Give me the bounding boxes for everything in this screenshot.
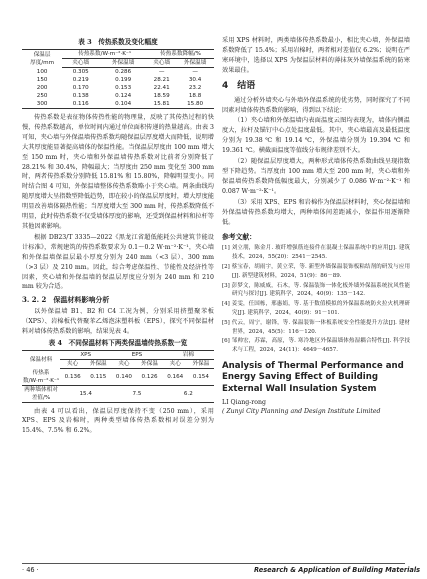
table3-head-thickness bbox=[22, 50, 62, 68]
table-cell: 0.199 bbox=[115, 77, 132, 83]
footer-rule bbox=[22, 563, 405, 564]
table4-caption: 表 4 不同保温材料下两类保温墙传热系数一览 bbox=[48, 339, 188, 348]
table4-row-label: 两种墙体相对差值/% bbox=[22, 385, 60, 402]
journal-name: Research & Application of Building Materials bbox=[254, 566, 421, 574]
table-cell: 30.4 bbox=[188, 77, 202, 83]
table-cell: 100 bbox=[36, 68, 48, 75]
table4-group: EPS bbox=[111, 351, 162, 360]
table-cell: 0.305 bbox=[72, 69, 89, 75]
table-row bbox=[22, 68, 214, 77]
table-row bbox=[22, 369, 214, 386]
table4 bbox=[22, 350, 214, 403]
body-paragraph: 传热系数是表征物体传热性能的物理量，反映了其传热过程的快慢，传热系数越高，单位时间内通过单位面积传递的热量越高。由表 3 可知，夹心墙与外保温墙传热系数均随保温层厚度增大而降低，说明增大其厚度能显著提高墙体的保温性能。当保温层厚度由 100 mm 增大至 150 mm 时，夹心墙和外保温墙传热系数对比前者分别降低了 28.21% 和 30.4%，降幅最大；当厚度由 250 mm 变化至 300 mm 时，两者传热系数分别降低 15.81% 和 15.80%，降幅明显变小。同时结合图 4 可知，外保温墙整体传热系数略小于夹心墙。两条曲线均随厚度增大呈指数型降低趋势，即在较小的保温层厚度时，增大厚度能明显改善墙体隔热性能；当厚度增大至 300 mm 时，传热系数降低不明显，此时传热系数不仅受墙体厚度的影响，还受到保温材料和拉杆等其他因素影响。 bbox=[22, 114, 214, 230]
reference-item: [1] 刘立朋，陈金月. 玻纤增强筋连接件在混凝土保温系统中的应用[J]. 建筑技术，2024，55(20)：2541－2545. bbox=[222, 245, 410, 261]
page-number: · 46 · bbox=[22, 566, 39, 574]
table4-sub: 外保温 bbox=[85, 360, 111, 369]
table3-sub: 外保温墙 bbox=[176, 59, 214, 68]
table-cell: 0.153 bbox=[115, 85, 132, 91]
table-cell: 0.104 bbox=[99, 100, 147, 109]
table-cell: 0.219 bbox=[72, 77, 89, 83]
reference-item: [6] 邹帅宏，苏霖，高原，等. 寒冷地区外保温墙体热湿耦合特性[J]. 科学技术与工程，2024，24(11)：4649－4657. bbox=[222, 338, 410, 354]
table3 bbox=[22, 49, 214, 109]
table4-sub: 外保温 bbox=[136, 360, 162, 369]
table-row bbox=[22, 100, 214, 109]
table-cell: 0.138 bbox=[72, 93, 89, 99]
table-cell: — bbox=[192, 69, 198, 75]
table-cell: 22.41 bbox=[153, 85, 170, 91]
table-cell: — bbox=[158, 69, 165, 75]
table-cell: 7.5 bbox=[111, 385, 162, 402]
table-cell: 0.140 bbox=[111, 369, 136, 386]
reference-item: [5] 代云，周宁，谢锋，等. 保温装饰一体板系统安全性能提升方法[J]. 建材世界，2024，45(5)：116－120. bbox=[222, 319, 410, 335]
table-cell: 15.4 bbox=[60, 385, 111, 402]
table-cell: 0.136 bbox=[60, 369, 85, 386]
table-row bbox=[22, 385, 214, 402]
table3-sub: 夹心墙 bbox=[147, 59, 176, 68]
table3-sub: 外保温墙 bbox=[99, 59, 147, 68]
english-institution: ( Zunyi City Planning and Design Institute Limited bbox=[222, 408, 381, 416]
table4-sub: 外保温 bbox=[188, 360, 214, 369]
table-cell: 0.170 bbox=[72, 85, 89, 91]
body-paragraph: 采用 XPS 材料时，两类墙体传热系数最小，相比夹心墙，外保温墙系数降低了 15.4%；采用岩棉时，两者相对差值仅 6.2%；说明在严寒环境中，选择以 XPS 为保温层材料的薄抹灰外墙保温系统的防寒效果最佳。 bbox=[222, 37, 410, 74]
table3-head-group2: 传热系数降幅/% bbox=[147, 50, 214, 59]
left-column bbox=[22, 36, 214, 437]
reference-item: [2] 蔡宝春，胡雨宇，黄立荣，等. 新型外墙保温装饰板粘结剂的研发与应用[J]. 新型建筑材料，2024，51(9)：86－89. bbox=[222, 264, 410, 279]
table-cell: 15.80 bbox=[176, 100, 214, 109]
table-row bbox=[22, 76, 214, 84]
table-cell: 200 bbox=[36, 85, 48, 91]
table4-row-label: 传热系数/W·m⁻²·K⁻¹ bbox=[23, 369, 60, 384]
table-cell: 18.8 bbox=[188, 93, 202, 99]
table-cell: 300 bbox=[22, 100, 62, 109]
table-cell: 0.115 bbox=[85, 369, 111, 386]
english-title: Analysis of Thermal Performance and Energy Saving Effect of Building External Wall Insulation System bbox=[222, 360, 404, 394]
reference-item: [4] 姜雯，任国栋，邢惠娟，等. 基于数值模拟的外保温系统防火拉火机理研究[J]. 建筑科学，2024，40(9)：91－101. bbox=[222, 301, 410, 316]
table-cell: 0.116 bbox=[62, 100, 99, 109]
table-cell: 15.81 bbox=[147, 100, 176, 109]
body-paragraph: 以外保温墙 B1、B2 和 C4 工况为例，分别采用挤塑聚苯板（XPS）、岩棉板代替聚苯乙烯泡沫塑料板（EPS），探究不同保温材料对墙体传热系数的影响，结果见表 4。 bbox=[22, 308, 214, 336]
body-paragraph: 根据 DB23/T 3335—2022《黑龙江省超低能耗公共建筑节能设计标准》，常规建筑的传热系数要求为 0.1～0.2 W·m⁻²·K⁻¹，夹心墙和外保温墙保温层最小厚度分别为 240 mm（<3 层）、300 mm（>3 层）及 210 mm。因此，综合考虑保温性、节能性及经济性等因素，夹心墙和外保温墙的保温层厚度应分别为 240 mm 和 210 mm 较为合适。 bbox=[22, 233, 214, 291]
table-row bbox=[22, 92, 214, 100]
right-column bbox=[222, 36, 410, 416]
table3-head-thickness-line1: 保温层 bbox=[33, 51, 51, 58]
table-cell: 0.286 bbox=[115, 69, 132, 75]
references-heading: 参考文献： bbox=[222, 233, 256, 242]
table3-head-group1: 传热系数/W·m⁻²·K⁻¹ bbox=[62, 50, 147, 59]
body-paragraph: 通过分析外墙夹心与外墙外保温系统的优劣势，同时探究了不同因素对墙体传热系数的影响，得到以下结论： bbox=[222, 96, 410, 114]
table-cell: 150 bbox=[36, 77, 48, 83]
table3-caption: 表 3 传热系数及变化幅度 bbox=[78, 38, 158, 46]
table-cell: 23.2 bbox=[188, 85, 202, 91]
table4-sub: 夹心 bbox=[111, 360, 136, 369]
conclusion-point: （2）随保温层厚度增大，两种形式墙体传热系数曲线呈现指数型下降趋势。当厚度由 100 mm 增大至 200 mm 时，夹心墙和外保温墙传热系数降低幅度最大，分别减少了 0.086 W·m⁻²·K⁻¹ 和 0.087 W·m⁻²·K⁻¹。 bbox=[222, 158, 410, 195]
table4-head-type: 保温材料 bbox=[22, 351, 60, 369]
table-cell: 6.2 bbox=[163, 385, 214, 402]
page-footer bbox=[0, 566, 427, 579]
conclusion-point: （1）夹心墙和外保温墙内表面温度云图均表现为，墙体内侧温度大，拉杆及锚钉中心点处温度最低。其中，夹心墙最高及最低温度分别为 19.38 ℃ 和 19.14 ℃，外保温墙分别为 19.394 ℃ 和 19.361 ℃。横截面温度等值线分布规律差别不大。 bbox=[222, 117, 410, 155]
table-cell: 250 bbox=[36, 93, 48, 99]
table3-body bbox=[22, 68, 214, 109]
table4-group: XPS bbox=[60, 351, 111, 360]
section-heading-4: 4 结语 bbox=[222, 80, 256, 91]
table-cell: 0.124 bbox=[115, 93, 132, 99]
body-paragraph: 由表 4 可以看出，保温层厚度保持不变（250 mm），采用 XPS、EPS 及岩棉时，两种类型墙体传热系数相对误差分别为 15.4%、7.5% 和 6.2%。 bbox=[22, 407, 214, 435]
table-cell: 18.59 bbox=[153, 93, 170, 99]
reference-item: [3] 彭梦文，陈威威，石木，等. 保温装饰一体化板外墙外保温系统抗风性能研究与探讨[J]. 建筑科学，2024，40(9)：135－142. bbox=[222, 282, 410, 298]
table4-group: 岩棉 bbox=[163, 351, 214, 360]
english-author: LI Qiang-rong bbox=[222, 399, 266, 407]
table3-sub: 夹心墙 bbox=[62, 59, 99, 68]
table-cell: 28.21 bbox=[153, 77, 170, 83]
table4-sub: 夹心 bbox=[163, 360, 188, 369]
table4-sub: 夹心 bbox=[60, 360, 85, 369]
conclusion-point: （3）采用 XPS、EPS 和岩棉作为保温层材料时，夹心保温墙和外保温墙传热系数均增大，两种墙体间差距减小，保温作用逐渐降低。 bbox=[222, 198, 410, 226]
table-cell: 0.154 bbox=[188, 369, 214, 386]
table3-head-thickness-line2: 厚度/mm bbox=[30, 59, 55, 66]
table-cell: 0.164 bbox=[163, 369, 188, 386]
table-cell: 0.126 bbox=[136, 369, 162, 386]
table-row bbox=[22, 84, 214, 92]
section-heading-3-2-2: 3. 2. 2 保温材料影响分析 bbox=[22, 295, 110, 305]
